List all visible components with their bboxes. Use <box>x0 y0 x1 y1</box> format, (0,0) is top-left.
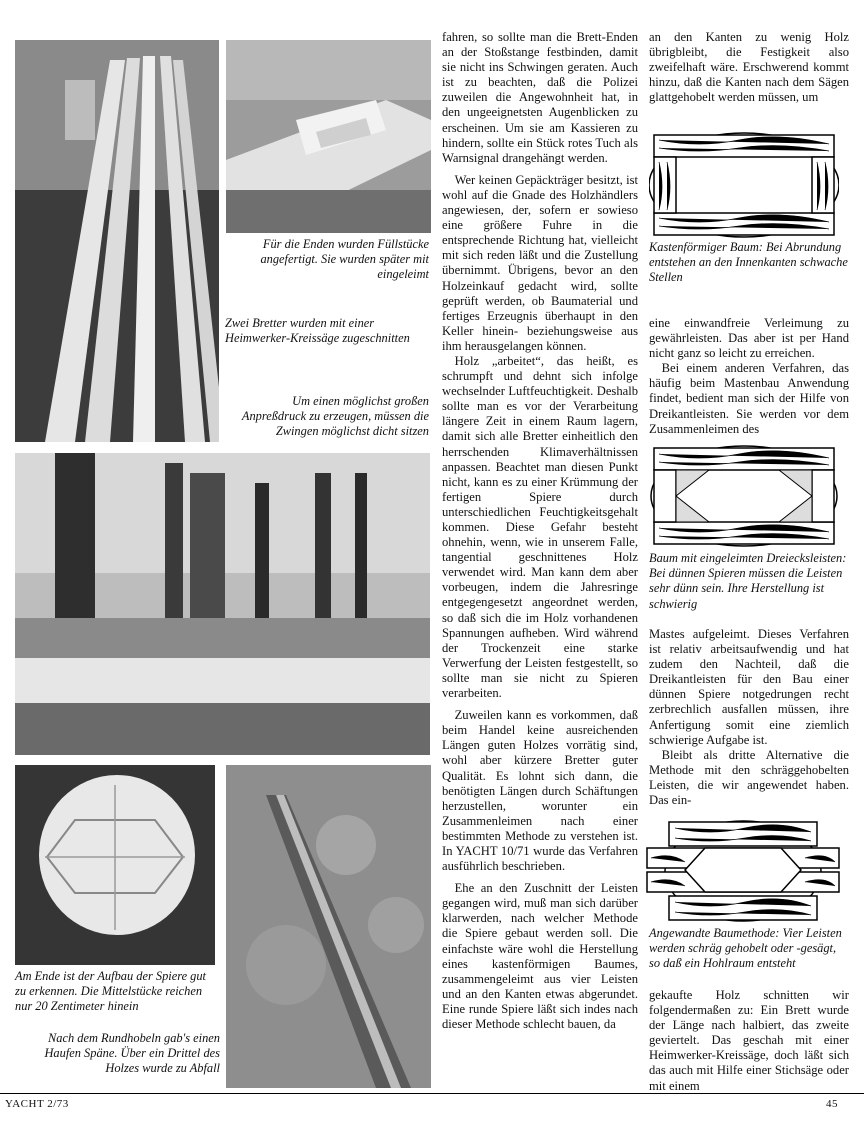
diagram-applied-method <box>645 818 841 924</box>
paragraph: Mastes aufgeleimt. Dieses Verfahren ist relativ arbeitsaufwendig und hat zudem den Nachteil, daß die Dreikantleisten für den Bau einer dünnen Spiere notgedrungen recht zerbrechlich ausfallen müssen, ihre Anfertigung somit eine ziemlich schwierige Aufgabe ist. <box>649 627 849 747</box>
paragraph: fahren, so sollte man die Brett-Enden an der Stoßstange festbinden, damit sie nicht ins Schwingen geraten. Auch ist zu beachten, daß die Polizei zuweilen die Angewohnheit hat, in den ungeeignetsten Augenblicken zu erscheinen. Um sie am Kassieren zu hindern, sollte ein Stück rotes Tuch als Warnsignal drangehängt werden. <box>442 30 638 165</box>
caption-shavings: Nach dem Rundhobeln gab's einen Haufen Späne. Über ein Drittel des Holzes wurde zu Abfall <box>44 1031 220 1076</box>
paragraph: Wer keinen Gepäckträger besitzt, ist wohl auf die Gnade des Holzhändlers angewiesen, der, sofern er sowieso eine größere Fuhre in die entsprechende Richtung hat, vielleicht mit sich reden läßt und die Zustellung übernimmt. Übrigens, bevor an den Holzeinkauf gedacht wird, sollte geprüft werden, ob Baumaterial und fertiges Erzeugnis überhaupt in den Keller hinein- beziehungsweise aus ihm herausgelangen können. <box>442 172 638 353</box>
paragraph: gekaufte Holz schnitten wir folgendermaßen zu: Ein Brett wurde der Länge nach halbiert, das zweite geviertelt. Das geschah mit einer Heimwerker-Kreissäge, doch läßt sich das auch mit Hilfe einer Stichsäge oder mit einem <box>649 988 849 1093</box>
magazine-issue: YACHT 2/73 <box>5 1098 69 1110</box>
caption-triangle-beam: Baum mit eingeleimten Dreiecksleisten: Bei dünnen Spieren müssen die Leisten sehr dünn sein. Ihre Herstellung ist schwierig <box>649 551 847 611</box>
paragraph: an den Kanten zu wenig Holz übrigbleibt, die Festigkeit also zweifelhaft wäre. Erschwerend kommt hinzu, daß die Kanten nach dem Sägen glattgehobelt werden müssen, um <box>649 30 849 105</box>
diagram-box-beam <box>649 130 839 238</box>
paragraph: eine einwandfreie Verleimung zu gewährleisten. Das aber ist per Hand nicht ganz so leicht zu erreichen. <box>649 316 849 361</box>
caption-boards: Zwei Bretter wurden mit einer Heimwerker-Kreissäge zugeschnitten <box>225 316 410 346</box>
diagram-triangle-beam <box>649 444 839 548</box>
photo-planed-spar <box>226 765 431 1088</box>
caption-clamps: Um einen möglichst großen Anpreßdruck zu erzeugen, müssen die Zwingen möglichst dicht sitzen <box>241 394 429 439</box>
photo-cross-section <box>15 765 215 965</box>
photo-clamps <box>15 453 430 755</box>
page-number: 45 <box>826 1098 838 1110</box>
text-column-4-lower <box>649 627 849 808</box>
paragraph: Ehe an den Zuschnitt der Leisten gegangen wird, muß man sich darüber klarwerden, nach welcher Methode die Spiere gebaut werden soll. Die einfachste wäre wohl die Herstellung eines kastenförmigen Baumes, zusammengeleimt aus vier Leisten und an den Kanten etwas abgerundet. Eine runde Spiere läßt sich indes nach dieser Methode schlecht bauen, da <box>442 881 638 1031</box>
text-column-4-top <box>649 30 849 105</box>
text-column-4-bottom <box>649 988 849 1094</box>
caption-box-beam: Kastenförmiger Baum: Bei Abrundung entstehen an den Innenkanten schwache Stellen <box>649 240 848 285</box>
caption-structure: Am Ende ist der Aufbau der Spiere gut zu erkennen. Die Mittelstücke reichen nur 20 Zentimeter hinein <box>15 969 206 1014</box>
footer-rule <box>0 1093 864 1094</box>
paragraph: Holz „arbeitet“, das heißt, es schrumpft und dehnt sich infolge wechselnder Luftfeuchtigkeit. Deshalb sollte man es vor der Verarbeitung längere Zeit in einem Raum lagern, damit sich alle Bretter einheitlich den herrschenden Klimaverhältnissen anpassen. Beachtet man diesen Punkt nicht, kann es zu einer Krümmung der fertigen Spiere durch unterschiedlichen Feuchtigkeitsgehalt kommen. Diese Gefahr besteht ohnehin, wenn, wie in unserem Falle, tangential geschnittenes Holz verwendet wird. Man kann dem aber vorbeugen, indem die Jahresringe entgegengesetzt angeordnet werden, so daß sich die im Holz vorhandenen Spannungen aufheben. Wird während der Trockenzeit eine starke Verwerfung der Leisten festgestellt, so sollte man sie nicht zu Spieren verarbeiten. <box>442 353 638 701</box>
paragraph: Zuweilen kann es vorkommen, daß beim Handel keine ausreichenden Längen guten Holzes vorrätig sind, wohl aber kürzere Bretter guter Qualität. Es lohnt sich dann, die benötigten Längen durch Schäftungen herzustellen, worunter ein Zusammenleimen nach einer bestimmten Methode zu verstehen ist. In YACHT 10/71 wurde das Verfahren ausführlich beschrieben. <box>442 708 638 874</box>
text-column-4-mid <box>649 316 849 437</box>
caption-end-pieces: Für die Enden wurden Füllstücke angefertigt. Sie wurden später mit eingeleimt <box>260 237 429 282</box>
photo-boards <box>15 40 219 442</box>
caption-applied-method: Angewandte Baumethode: Vier Leisten werden schräg gehobelt oder -gesägt, so daß ein Hohlraum entsteht <box>649 926 842 971</box>
text-column-3 <box>442 30 638 1032</box>
photo-end-pieces <box>226 40 431 233</box>
paragraph: Bei einem anderen Verfahren, das häufig beim Mastenbau Anwendung findet, bedient man sich der Hilfe von Dreikantleisten. Sie werden vor dem Zusammenleimen des <box>649 361 849 436</box>
paragraph: Bleibt als dritte Alternative die Methode mit den schräggehobelten Leisten, die wir angewendet haben. Das ein- <box>649 747 849 808</box>
